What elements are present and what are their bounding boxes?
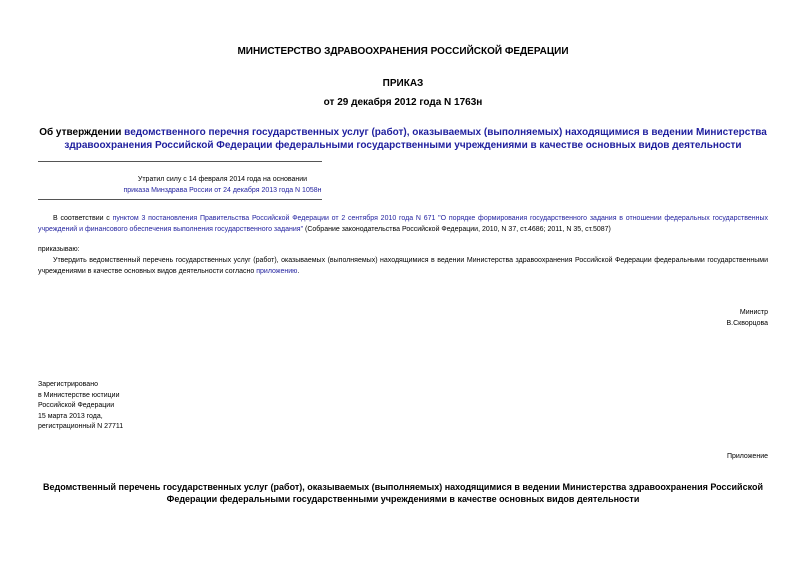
divider-bottom: [38, 199, 322, 200]
approve-end: .: [297, 268, 300, 275]
preamble-source: (Собрание законодательства Российской Федерации, 2010, N 37, ст.4686; 2011, N 35, ст.5087): [303, 226, 611, 233]
title-link[interactable]: ведомственного перечня государственных услуг (работ), оказываемых (выполняемых) находящимися в ведении Министерства здравоохранения Российской Федерации федеральными государственными учреждениями в качестве основных видов деятельности: [64, 127, 767, 151]
signer-position: Министр: [739, 309, 768, 316]
document-title: [38, 126, 768, 152]
ministry-heading: МИНИСТЕРСТВО ЗДРАВООХРАНЕНИЯ РОССИЙСКОЙ ФЕДЕРАЦИИ: [237, 46, 569, 57]
command-text: приказываю:: [38, 246, 80, 253]
registration-block: [38, 380, 123, 433]
appendix-link[interactable]: приложению: [256, 268, 298, 275]
approve-text: Утвердить ведомственный перечень государственных услуг (работ), оказываемых (выполняемых) находящимися в ведении Министерства здравоохранения Российской Федерации федеральными государственными учреждениями в качестве основных видов деятельности согласно: [38, 257, 768, 275]
appendix-label: Приложение: [726, 453, 768, 460]
registration-line: 15 марта 2013 года,: [38, 412, 103, 420]
registration-line: регистрационный N 27711: [38, 423, 124, 430]
status-line: Утратил силу с 14 февраля 2014 года на основании: [137, 176, 308, 183]
preamble-text: В соответствии с: [53, 215, 113, 222]
signer-name: В.Скворцова: [726, 320, 768, 327]
preamble-paragraph: [38, 213, 768, 235]
registration-line: Зарегистрировано: [38, 381, 98, 388]
status-link[interactable]: приказа Минздрава России от 24 декабря 2013 года N 1058н: [123, 187, 322, 194]
divider-top: [38, 161, 322, 162]
registration-line: в Министерстве юстиции: [38, 391, 120, 399]
order-heading: ПРИКАЗ: [382, 78, 424, 89]
approve-paragraph: [38, 255, 768, 277]
title-prefix: Об утверждении: [39, 127, 125, 138]
registration-line: Российской Федерации: [38, 402, 115, 409]
order-date: от 29 декабря 2012 года N 1763н: [323, 97, 483, 108]
appendix-title: Ведомственный перечень государственных услуг (работ), оказываемых (выполняемых) находящимися в ведении Министерства здравоохранения Российской Федерации федеральными государственными учреждениями в качестве основных видов деятельности: [42, 482, 764, 504]
preamble-link[interactable]: пунктом 3 постановления Правительства Российской Федерации от 2 сентября 2010 года N 671 "О порядке формирования государственного задания в отношении федеральных государственных учреждений и финансового обеспечения выполнения государственного задания": [38, 215, 769, 233]
